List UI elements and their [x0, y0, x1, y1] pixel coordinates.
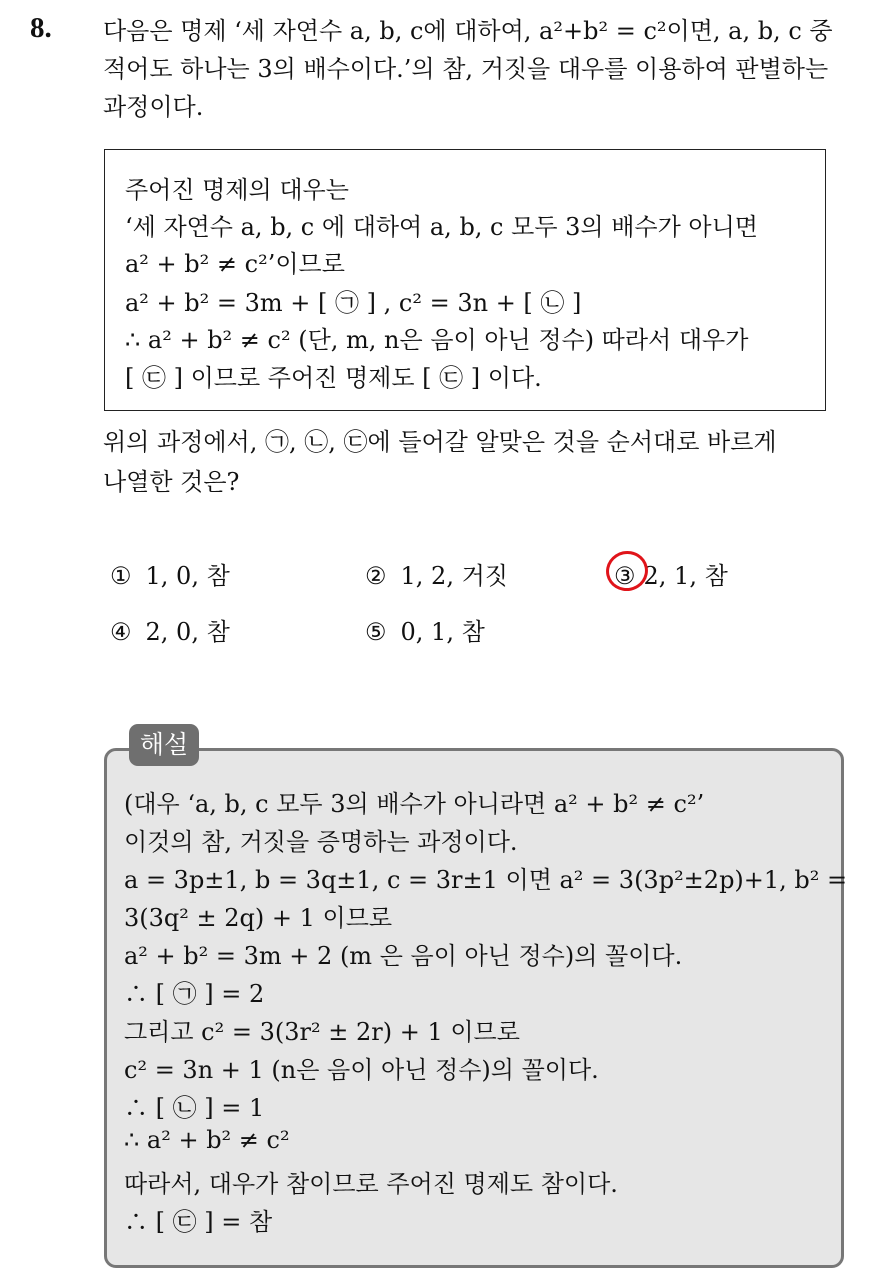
choice-5[interactable]: [365, 612, 485, 647]
ask-line: 위의 과정에서, ㉠, ㉡, ㉢에 들어갈 알맞은 것을 순서대로 바르게: [103, 428, 777, 456]
solution-tag: 해설: [129, 724, 199, 766]
choice-mark: ②: [365, 562, 387, 590]
solution-line: 그리고 c² = 3(3r² ± 2r) + 1 이므로: [124, 1018, 520, 1046]
solution-line: ∴ [ ㉠ ] = 2: [124, 980, 265, 1008]
choice-mark: ⑤: [365, 618, 387, 646]
ask-line: 나열한 것은?: [103, 468, 240, 496]
solution-line: a = 3p±1, b = 3q±1, c = 3r±1 이면 a² = 3(3p²±2p)+1, b² =: [124, 866, 848, 894]
choice-mark: ④: [110, 618, 132, 646]
box-line: [ ㉢ ] 이므로 주어진 명제도 [ ㉢ ] 이다.: [125, 364, 542, 392]
box-line: ‘세 자연수 a, b, c 에 대하여 a, b, c 모두 3의 배수가 아니면: [125, 213, 758, 241]
solution-line: c² = 3n + 1 (n은 음이 아닌 정수)의 꼴이다.: [124, 1056, 599, 1084]
box-line: a² + b² = 3m + [ ㉠ ] , c² = 3n + [ ㉡ ]: [125, 289, 582, 317]
choice-1[interactable]: [110, 556, 230, 591]
solution-line: ∴ [ ㉢ ] = 참: [124, 1208, 273, 1236]
solution-line: 3(3q² ± 2q) + 1 이므로: [124, 904, 393, 932]
solution-line: ∴ a² + b² ≠ c²: [124, 1126, 290, 1154]
choice-text: 2, 0, 참: [145, 618, 230, 646]
choice-mark: ①: [110, 562, 132, 590]
question-stem: [103, 12, 863, 126]
question-ask: [103, 422, 777, 502]
box-line: a² + b² ≠ c²’이므로: [125, 250, 345, 278]
choice-text: 1, 0, 참: [145, 562, 230, 590]
stem-line: 다음은 명제 ‘세 자연수 a, b, c에 대하여, a²+b² = c²이면, a, b, c 중: [103, 17, 833, 45]
solution-line: (대우 ‘a, b, c 모두 3의 배수가 아니라면 a² + b² ≠ c²’: [124, 790, 705, 818]
solution-line: 따라서, 대우가 참이므로 주어진 명제도 참이다.: [124, 1170, 618, 1198]
solution-line: 이것의 참, 거짓을 증명하는 과정이다.: [124, 828, 518, 856]
choice-text: 2, 1, 참: [643, 562, 728, 590]
choice-text: 0, 1, 참: [400, 618, 485, 646]
choice-2[interactable]: [365, 556, 508, 591]
box-line: 주어진 명제의 대우는: [125, 176, 349, 204]
stem-line: 과정이다.: [103, 93, 204, 121]
solution-line: ∴ [ ㉡ ] = 1: [124, 1094, 265, 1122]
stem-line: 적어도 하나는 3의 배수이다.’의 참, 거짓을 대우를 이용하여 판별하는: [103, 55, 829, 83]
choice-text: 1, 2, 거짓: [400, 562, 508, 590]
choice-mark: ③: [614, 562, 636, 590]
solution-line: a² + b² = 3m + 2 (m 은 음이 아닌 정수)의 꼴이다.: [124, 942, 683, 970]
question-number: 8.: [30, 12, 52, 44]
proof-box: [104, 149, 826, 411]
choice-4[interactable]: [110, 612, 230, 647]
box-line: ∴ a² + b² ≠ c² (단, m, n은 음이 아닌 정수) 따라서 대우가: [125, 326, 749, 354]
